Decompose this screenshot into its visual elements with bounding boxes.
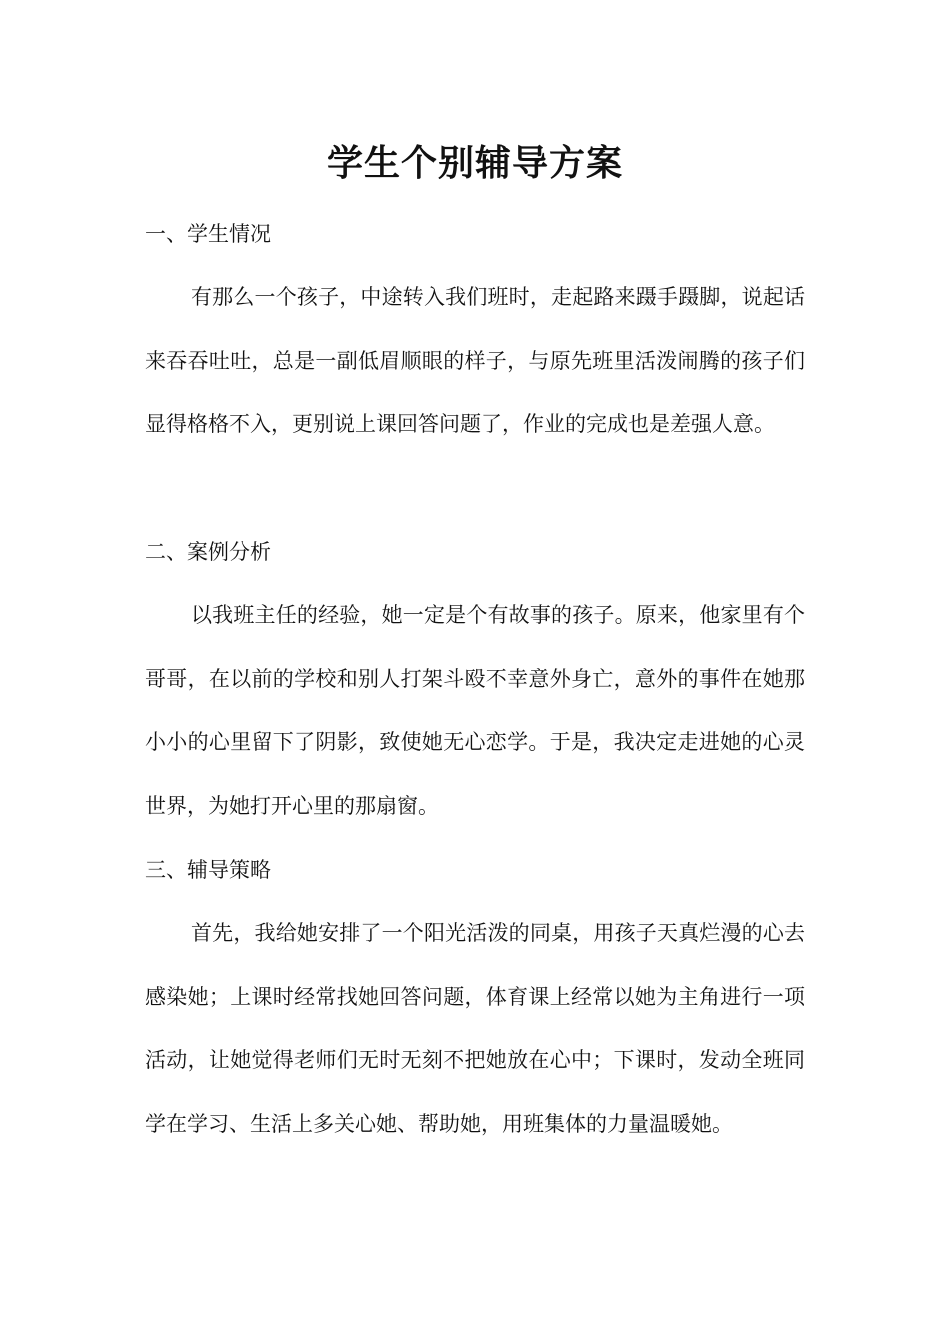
section-heading-case-analysis: 二、案例分析 — [145, 540, 271, 564]
section-heading-counseling-strategy: 三、辅导策略 — [145, 858, 271, 882]
section-paragraph-counseling-strategy: 首先，我给她安排了一个阳光活泼的同桌，用孩子天真烂漫的心去感染她；上课时经常找她回答问题，体育课上经常以她为主角进行一项活动，让她觉得老师们无时无刻不把她放在心中；下课时，发动全班同学在学习、生活上多关心她、帮助她，用班集体的力量温暖她。 — [145, 921, 805, 1136]
section-paragraph-case-analysis: 以我班主任的经验，她一定是个有故事的孩子。原来，他家里有个哥哥，在以前的学校和别人打架斗殴不幸意外身亡，意外的事件在她那小小的心里留下了阴影，致使她无心恋学。于是，我决定走进她的心灵世界，为她打开心里的那扇窗。 — [145, 603, 805, 818]
section-heading-student-situation: 一、学生情况 — [145, 222, 271, 246]
section-paragraph-student-situation: 有那么一个孩子，中途转入我们班时，走起路来蹑手蹑脚，说起话来吞吞吐吐，总是一副低眉顺眼的样子，与原先班里活泼闹腾的孩子们显得格格不入，更别说上课回答问题了，作业的完成也是差强人意。 — [145, 285, 805, 436]
document-title: 学生个别辅导方案 — [326, 142, 623, 184]
